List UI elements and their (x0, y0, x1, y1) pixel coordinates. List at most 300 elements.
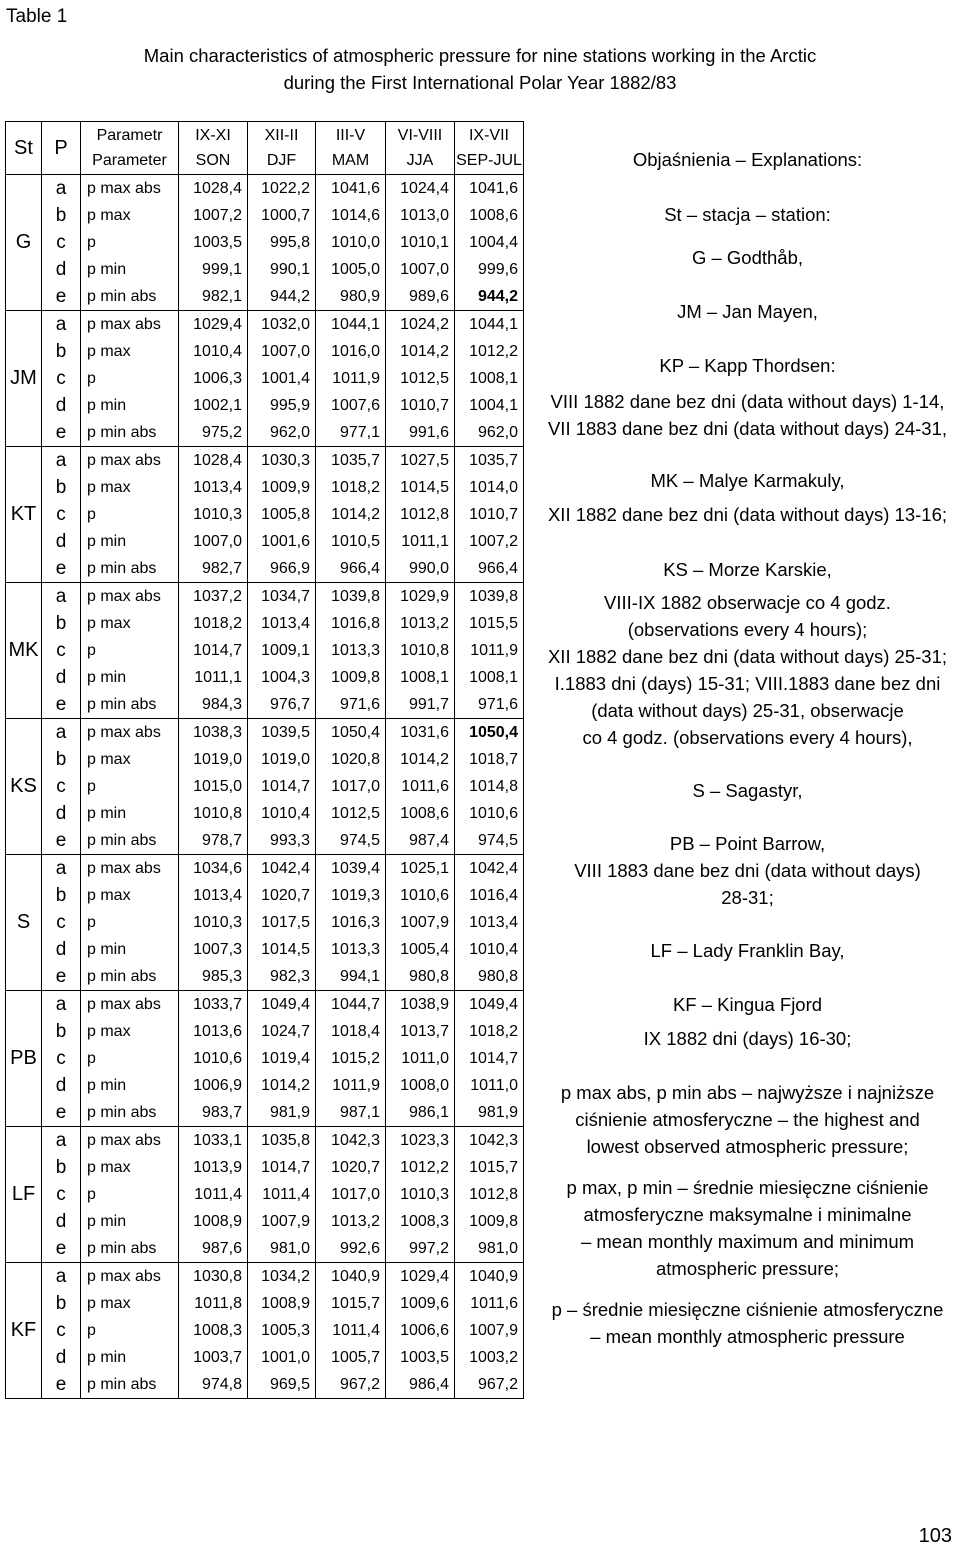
param-letter: b (42, 474, 81, 501)
value-cell: 1005,4 (386, 936, 455, 963)
param-letter: c (42, 1045, 81, 1072)
value-cell: 1013,2 (386, 610, 455, 637)
value-cell: 1010,6 (455, 800, 524, 827)
value-cell: 991,7 (386, 691, 455, 719)
value-cell: 971,6 (455, 691, 524, 719)
param-letter: b (42, 1290, 81, 1317)
value-cell: 971,6 (316, 691, 386, 719)
header-period (386, 122, 455, 175)
param-name: p min abs (81, 419, 179, 447)
value-cell: 1007,9 (386, 909, 455, 936)
value-cell: 1007,2 (179, 202, 248, 229)
param-letter: a (42, 719, 81, 747)
value-cell: 1018,2 (455, 1018, 524, 1045)
param-name: p max abs (81, 1127, 179, 1155)
value-cell: 981,9 (248, 1099, 316, 1127)
table-row (6, 365, 524, 392)
value-cell: 981,0 (455, 1235, 524, 1263)
value-cell: 974,5 (455, 827, 524, 855)
value-cell: 995,9 (248, 392, 316, 419)
explanation-line: XII 1882 dane bez dni (data without days) 13-16; (547, 504, 948, 525)
table-row (6, 1154, 524, 1181)
header-period-code: JJA (406, 152, 434, 169)
param-letter: d (42, 664, 81, 691)
value-cell: 1010,3 (179, 909, 248, 936)
value-cell: 1011,4 (248, 1181, 316, 1208)
table-title-line-2: during the First International Polar Year 1882/83 (283, 72, 677, 93)
value-cell: 1030,3 (248, 447, 316, 475)
value-cell: 1007,0 (386, 256, 455, 283)
value-cell: 1014,6 (316, 202, 386, 229)
value-cell: 1019,0 (248, 746, 316, 773)
value-cell: 1011,6 (386, 773, 455, 800)
explanation-line: atmosferyczne maksymalne i minimalne (583, 1204, 912, 1225)
value-cell: 1024,4 (386, 175, 455, 203)
param-name: p (81, 637, 179, 664)
value-cell: 966,9 (248, 555, 316, 583)
param-letter: e (42, 691, 81, 719)
param-letter: b (42, 882, 81, 909)
explanation-line: VIII-IX 1882 obserwacje co 4 godz. (604, 592, 891, 613)
value-cell: 1010,8 (179, 800, 248, 827)
table-row (6, 719, 524, 747)
value-cell: 1015,0 (179, 773, 248, 800)
value-cell: 1010,6 (179, 1045, 248, 1072)
param-letter: d (42, 528, 81, 555)
value-cell: 1039,8 (316, 583, 386, 611)
param-letter: b (42, 338, 81, 365)
station-code: KT (6, 447, 42, 583)
value-cell: 1037,2 (179, 583, 248, 611)
table-row (6, 1263, 524, 1291)
station-code: G (6, 175, 42, 311)
value-cell: 1013,3 (316, 637, 386, 664)
value-cell: 1030,8 (179, 1263, 248, 1291)
value-cell: 1009,1 (248, 637, 316, 664)
table-row (6, 800, 524, 827)
table-row (6, 664, 524, 691)
value-cell: 1016,4 (455, 882, 524, 909)
value-cell: 1013,3 (316, 936, 386, 963)
table-row (6, 202, 524, 229)
value-cell: 980,9 (316, 283, 386, 311)
table-row (6, 1099, 524, 1127)
param-name: p max (81, 610, 179, 637)
value-cell: 1009,8 (455, 1208, 524, 1235)
value-cell: 1015,2 (316, 1045, 386, 1072)
value-cell: 1014,0 (455, 474, 524, 501)
value-cell: 981,9 (455, 1099, 524, 1127)
value-cell: 1010,5 (316, 528, 386, 555)
value-cell: 1010,3 (386, 1181, 455, 1208)
table-row (6, 1290, 524, 1317)
value-cell: 967,2 (455, 1371, 524, 1399)
table-row (6, 311, 524, 339)
value-cell: 982,1 (179, 283, 248, 311)
value-cell: 1004,1 (455, 392, 524, 419)
value-cell: 1023,3 (386, 1127, 455, 1155)
value-cell: 993,3 (248, 827, 316, 855)
param-name: p min abs (81, 963, 179, 991)
explanation-line: JM – Jan Mayen, (677, 301, 818, 322)
station-code: JM (6, 311, 42, 447)
param-letter: a (42, 583, 81, 611)
table-row (6, 827, 524, 855)
value-cell: 1003,5 (386, 1344, 455, 1371)
value-cell: 1008,6 (386, 800, 455, 827)
value-cell: 1005,8 (248, 501, 316, 528)
param-letter: a (42, 447, 81, 475)
value-cell: 1025,1 (386, 855, 455, 883)
header-period (455, 122, 524, 175)
value-cell: 1009,9 (248, 474, 316, 501)
header-period-roman: XII-II (264, 127, 299, 144)
value-cell: 1050,4 (455, 719, 524, 747)
explanation-line: co 4 godz. (observations every 4 hours), (582, 727, 913, 748)
explanation-line: S – Sagastyr, (692, 780, 803, 801)
value-cell: 1014,7 (248, 773, 316, 800)
param-letter: e (42, 827, 81, 855)
value-cell: 1013,2 (316, 1208, 386, 1235)
explanation-line: p max, p min – średnie miesięczne ciśnienie (566, 1177, 929, 1198)
value-cell: 1010,0 (316, 229, 386, 256)
value-cell: 1042,4 (455, 855, 524, 883)
value-cell: 1039,4 (316, 855, 386, 883)
value-cell: 1022,2 (248, 175, 316, 203)
value-cell: 1008,1 (386, 664, 455, 691)
value-cell: 986,1 (386, 1099, 455, 1127)
value-cell: 1035,7 (455, 447, 524, 475)
value-cell: 1014,2 (386, 338, 455, 365)
header-period-code: DJF (266, 152, 297, 169)
value-cell: 1028,4 (179, 447, 248, 475)
value-cell: 967,2 (316, 1371, 386, 1399)
value-cell: 1001,0 (248, 1344, 316, 1371)
param-name: p max abs (81, 855, 179, 883)
param-letter: a (42, 311, 81, 339)
value-cell: 1014,2 (386, 746, 455, 773)
param-name: p max abs (81, 1263, 179, 1291)
value-cell: 969,5 (248, 1371, 316, 1399)
header-station: St (6, 122, 42, 175)
table-row (6, 1045, 524, 1072)
param-letter: a (42, 1127, 81, 1155)
value-cell: 1007,9 (248, 1208, 316, 1235)
value-cell: 989,6 (386, 283, 455, 311)
value-cell: 1016,0 (316, 338, 386, 365)
param-name: p min abs (81, 827, 179, 855)
param-letter: e (42, 1099, 81, 1127)
header-p: P (42, 122, 81, 175)
value-cell: 974,5 (316, 827, 386, 855)
table-row (6, 1208, 524, 1235)
value-cell: 1020,7 (316, 1154, 386, 1181)
value-cell: 1014,7 (179, 637, 248, 664)
value-cell: 1002,1 (179, 392, 248, 419)
table-row (6, 936, 524, 963)
value-cell: 1032,0 (248, 311, 316, 339)
value-cell: 1034,2 (248, 1263, 316, 1291)
param-letter: d (42, 1208, 81, 1235)
value-cell: 1014,5 (248, 936, 316, 963)
value-cell: 1014,7 (455, 1045, 524, 1072)
value-cell: 1011,0 (386, 1045, 455, 1072)
param-letter: b (42, 1018, 81, 1045)
value-cell: 1028,4 (179, 175, 248, 203)
param-letter: a (42, 855, 81, 883)
value-cell: 966,4 (316, 555, 386, 583)
value-cell: 1006,3 (179, 365, 248, 392)
explanation-line: LF – Lady Franklin Bay, (650, 940, 845, 961)
table-row (6, 855, 524, 883)
value-cell: 984,3 (179, 691, 248, 719)
explanation-line: (data without days) 25-31, obserwacje (591, 700, 904, 721)
value-cell: 1001,4 (248, 365, 316, 392)
param-name: p min abs (81, 1371, 179, 1399)
value-cell: 1033,1 (179, 1127, 248, 1155)
value-cell: 1041,6 (455, 175, 524, 203)
value-cell: 944,2 (248, 283, 316, 311)
value-cell: 981,0 (248, 1235, 316, 1263)
table-row (6, 1072, 524, 1099)
table-row (6, 1317, 524, 1344)
param-letter: c (42, 909, 81, 936)
param-name: p (81, 773, 179, 800)
param-name: p max (81, 1154, 179, 1181)
param-letter: d (42, 936, 81, 963)
value-cell: 1034,7 (248, 583, 316, 611)
value-cell: 1008,6 (455, 202, 524, 229)
value-cell: 1015,5 (455, 610, 524, 637)
value-cell: 1001,6 (248, 528, 316, 555)
station-code: PB (6, 991, 42, 1127)
param-letter: c (42, 637, 81, 664)
table-row (6, 691, 524, 719)
value-cell: 1020,8 (316, 746, 386, 773)
param-letter: e (42, 283, 81, 311)
explanation-line: KF – Kingua Fjord (672, 994, 823, 1015)
param-name: p min abs (81, 555, 179, 583)
station-code: LF (6, 1127, 42, 1263)
value-cell: 1042,3 (316, 1127, 386, 1155)
table-label: Table 1 (6, 6, 68, 27)
param-letter: c (42, 501, 81, 528)
value-cell: 1017,0 (316, 773, 386, 800)
value-cell: 1008,3 (179, 1317, 248, 1344)
value-cell: 1011,4 (316, 1317, 386, 1344)
station-code: S (6, 855, 42, 991)
table-row (6, 909, 524, 936)
value-cell: 1011,9 (316, 1072, 386, 1099)
explanation-line: 28-31; (721, 887, 774, 908)
param-name: p min abs (81, 1235, 179, 1263)
explanation-line: – mean monthly atmospheric pressure (590, 1326, 905, 1347)
param-name: p min abs (81, 691, 179, 719)
param-name: p max abs (81, 991, 179, 1019)
param-name: p (81, 1045, 179, 1072)
value-cell: 990,1 (248, 256, 316, 283)
value-cell: 1012,8 (386, 501, 455, 528)
param-letter: d (42, 1072, 81, 1099)
value-cell: 1003,5 (179, 229, 248, 256)
value-cell: 1010,3 (179, 501, 248, 528)
value-cell: 1034,6 (179, 855, 248, 883)
value-cell: 1044,1 (455, 311, 524, 339)
value-cell: 980,8 (386, 963, 455, 991)
value-cell: 1011,1 (179, 664, 248, 691)
value-cell: 1011,1 (386, 528, 455, 555)
explanation-line: – mean monthly maximum and minimum (580, 1231, 915, 1252)
value-cell: 1029,4 (386, 1263, 455, 1291)
value-cell: 1040,9 (455, 1263, 524, 1291)
value-cell: 1003,2 (455, 1344, 524, 1371)
param-letter: c (42, 229, 81, 256)
value-cell: 1007,0 (179, 528, 248, 555)
header-period-roman: IX-XI (195, 127, 231, 144)
param-name: p (81, 501, 179, 528)
header-parameter-en: Parameter (92, 152, 167, 169)
value-cell: 1044,1 (316, 311, 386, 339)
param-name: p max abs (81, 447, 179, 475)
value-cell: 1039,5 (248, 719, 316, 747)
value-cell: 1024,2 (386, 311, 455, 339)
value-cell: 1029,9 (386, 583, 455, 611)
station-code: KS (6, 719, 42, 855)
value-cell: 1044,7 (316, 991, 386, 1019)
table-row (6, 991, 524, 1019)
value-cell: 1042,4 (248, 855, 316, 883)
explanation-line: XII 1882 dane bez dni (data without days) 25-31; (547, 646, 948, 667)
value-cell: 987,6 (179, 1235, 248, 1263)
value-cell: 1013,7 (386, 1018, 455, 1045)
explanation-line: KS – Morze Karskie, (663, 559, 832, 580)
value-cell: 1008,9 (248, 1290, 316, 1317)
value-cell: 1003,7 (179, 1344, 248, 1371)
value-cell: 1011,4 (179, 1181, 248, 1208)
header-period-code: SON (195, 152, 231, 169)
param-name: p min (81, 1344, 179, 1371)
param-letter: e (42, 963, 81, 991)
table-row (6, 447, 524, 475)
value-cell: 987,4 (386, 827, 455, 855)
value-cell: 1008,1 (455, 664, 524, 691)
explanation-line: MK – Malye Karmakuly, (650, 470, 845, 491)
value-cell: 977,1 (316, 419, 386, 447)
value-cell: 1011,8 (179, 1290, 248, 1317)
value-cell: 1015,7 (455, 1154, 524, 1181)
value-cell: 991,6 (386, 419, 455, 447)
value-cell: 1007,2 (455, 528, 524, 555)
param-name: p max (81, 474, 179, 501)
explanation-line: VII 1883 dane bez dni (data without days) 24-31, (547, 418, 948, 439)
table-row (6, 256, 524, 283)
table-row (6, 338, 524, 365)
header-period (248, 122, 316, 175)
value-cell: 1029,4 (179, 311, 248, 339)
value-cell: 1049,4 (248, 991, 316, 1019)
value-cell: 982,3 (248, 963, 316, 991)
table-row (6, 583, 524, 611)
param-letter: b (42, 746, 81, 773)
table-row (6, 882, 524, 909)
value-cell: 1049,4 (455, 991, 524, 1019)
table-row (6, 528, 524, 555)
param-name: p (81, 1317, 179, 1344)
value-cell: 962,0 (248, 419, 316, 447)
table-row (6, 555, 524, 583)
table-row (6, 1018, 524, 1045)
table-row (6, 175, 524, 203)
value-cell: 997,2 (386, 1235, 455, 1263)
value-cell: 986,4 (386, 1371, 455, 1399)
param-name: p min (81, 800, 179, 827)
value-cell: 1013,4 (179, 882, 248, 909)
value-cell: 1007,6 (316, 392, 386, 419)
param-name: p (81, 365, 179, 392)
value-cell: 983,7 (179, 1099, 248, 1127)
value-cell: 1014,2 (248, 1072, 316, 1099)
value-cell: 1035,7 (316, 447, 386, 475)
explanation-line: PB – Point Barrow, (669, 833, 826, 854)
value-cell: 1017,5 (248, 909, 316, 936)
header-period (316, 122, 386, 175)
param-name: p max (81, 882, 179, 909)
value-cell: 1011,9 (455, 637, 524, 664)
value-cell: 976,7 (248, 691, 316, 719)
value-cell: 994,1 (316, 963, 386, 991)
explanation-line: VIII 1883 dane bez dni (data without days) (574, 860, 921, 881)
value-cell: 1012,5 (316, 800, 386, 827)
value-cell: 1013,9 (179, 1154, 248, 1181)
value-cell: 966,4 (455, 555, 524, 583)
value-cell: 1006,6 (386, 1317, 455, 1344)
value-cell: 1039,8 (455, 583, 524, 611)
table-row (6, 1181, 524, 1208)
explanation-line: IX 1882 dni (days) 16-30; (643, 1028, 852, 1049)
header-period-roman: III-V (335, 127, 366, 144)
param-name: p min abs (81, 283, 179, 311)
value-cell: 995,8 (248, 229, 316, 256)
value-cell: 975,2 (179, 419, 248, 447)
explanation-line: G – Godthåb, (691, 247, 804, 268)
value-cell: 1035,8 (248, 1127, 316, 1155)
value-cell: 1019,0 (179, 746, 248, 773)
explanation-line: Objaśnienia – Explanations: (632, 149, 863, 170)
value-cell: 1042,3 (455, 1127, 524, 1155)
param-letter: c (42, 365, 81, 392)
param-name: p min (81, 256, 179, 283)
param-name: p min (81, 664, 179, 691)
value-cell: 1019,4 (248, 1045, 316, 1072)
explanation-line: VIII 1882 dane bez dni (data without days) 1-14, (550, 391, 945, 412)
param-name: p max abs (81, 583, 179, 611)
param-name: p (81, 909, 179, 936)
pressure-table (5, 121, 524, 1399)
param-name: p max abs (81, 719, 179, 747)
value-cell: 1012,8 (455, 1181, 524, 1208)
header-parameter (81, 122, 179, 175)
value-cell: 974,8 (179, 1371, 248, 1399)
table-row (6, 746, 524, 773)
header-period-roman: VI-VIII (397, 127, 443, 144)
value-cell: 1004,3 (248, 664, 316, 691)
param-name: p max (81, 746, 179, 773)
value-cell: 999,1 (179, 256, 248, 283)
param-name: p (81, 1181, 179, 1208)
table-header-row (6, 122, 524, 175)
header-period (179, 122, 248, 175)
value-cell: 1014,2 (316, 501, 386, 528)
